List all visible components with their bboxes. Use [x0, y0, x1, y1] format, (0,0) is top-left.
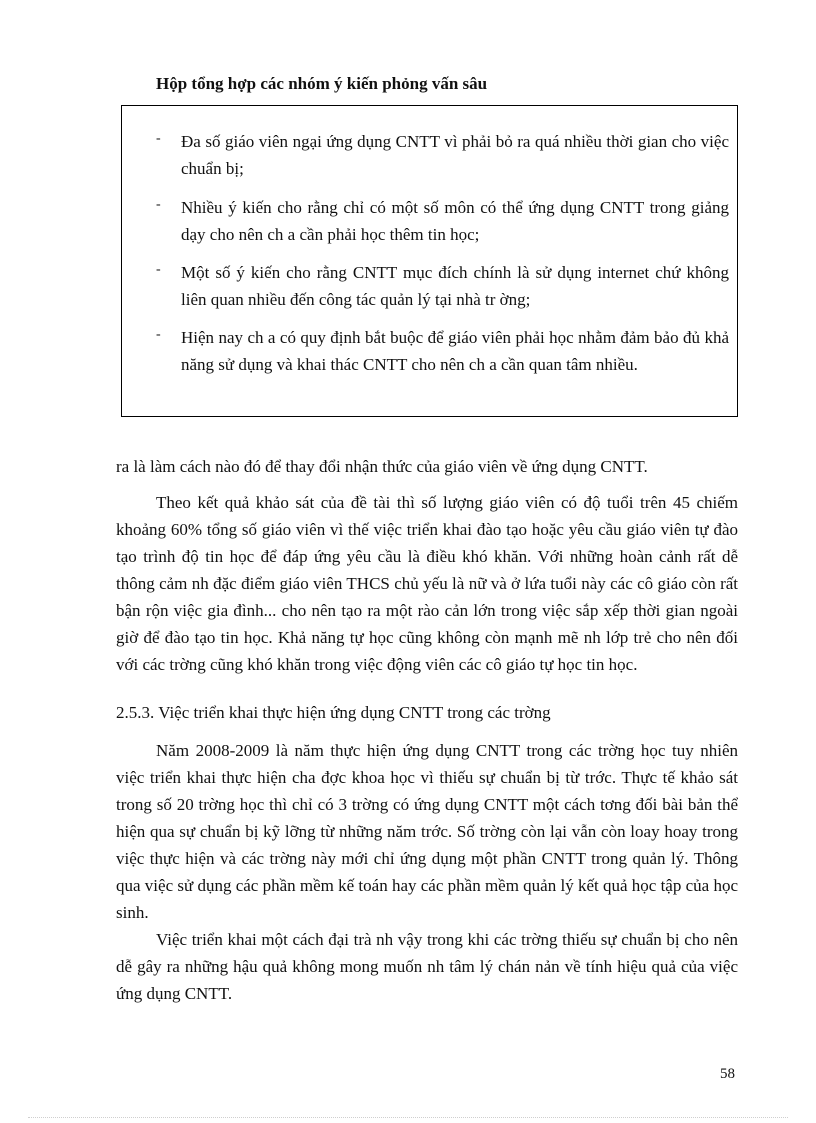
paragraph-4: Việc triển khai một cách đại trà nh vậy trong khi các trờng thiếu sự chuẩn bị cho nên dễ gây ra những hậu quả không mong muốn nh tâm lý chán nản về tính hiệu quả của việc ứng dụng CNTT.	[116, 930, 738, 1003]
section-heading: 2.5.3. Việc triển khai thực hiện ứng dụng CNTT trong các trờng	[116, 703, 551, 722]
opinion-text: Nhiều ý kiến cho rằng chỉ có một số môn có thể ứng dụng CNTT trong giảng dạy cho nên ch a cần phải học thêm tin học;	[181, 198, 729, 244]
box-title: Hộp tổng hợp các nhóm ý kiến phỏng vấn sâu	[156, 74, 488, 93]
paragraph-3: Năm 2008-2009 là năm thực hiện ứng dụng CNTT trong các trờng học tuy nhiên việc triển khai thực hiện cha đợc khoa học vì thiếu sự chuẩn bị từ trớc. Thực tế khảo sát trong số 20 trờng học thì chỉ có 3 trờng có ứng dụng CNTT một cách tơng đối bài bản thể hiện qua sự chuẩn bị kỹ lỡng từ những năm trớc. Số trờng còn lại vẫn còn loay hoay trong việc thực hiện và các trờng này mới chỉ ứng dụng một phần CNTT trong quản lý. Thông qua việc sử dụng các phần mềm kế toán hay các phần mềm quản lý kết quả học tập của học sinh.	[116, 741, 738, 922]
opinion-text: Đa số giáo viên ngại ứng dụng CNTT vì phải bỏ ra quá nhiều thời gian cho việc chuẩn bị;	[181, 132, 729, 178]
paragraph-1-end: ra là làm cách nào đó để thay đổi nhận thức của giáo viên về ứng dụng CNTT.	[116, 457, 648, 476]
opinion-item	[156, 259, 729, 313]
bullet-dash: -	[156, 262, 161, 277]
page-number: 58	[720, 1066, 735, 1082]
paragraph-2: Theo kết quả khảo sát của đề tài thì số lượng giáo viên có độ tuổi trên 45 chiếm khoảng 60% tổng số giáo viên vì thế việc triển khai đào tạo hoặc yêu cầu giáo viên tự đào tạo trình độ tin học để đáp ứng yêu cầu là điều khó khăn. Với những hoàn cảnh rất dễ thông cảm nh đặc điểm giáo viên THCS chủ yếu là nữ và ở lứa tuổi này các cô giáo còn rất bận rộn việc gia đình... cho nên tạo ra một rào cản lớn trong việc sắp xếp thời gian ngoài giờ để đào tạo tin học. Khả năng tự học cũng không còn mạnh mẽ nh lớp trẻ cho nên đối với các trờng cũng khó khăn trong việc động viên các cô giáo tự học tin học.	[116, 493, 738, 674]
opinion-item	[156, 128, 729, 182]
bottom-divider	[28, 1117, 788, 1118]
opinion-item	[156, 194, 729, 248]
bullet-dash: -	[156, 197, 161, 212]
opinion-text: Một số ý kiến cho rằng CNTT mục đích chính là sử dụng internet chứ không liên quan nhiều đến công tác quản lý tại nhà tr ờng;	[181, 263, 729, 309]
bullet-dash: -	[156, 327, 161, 342]
bullet-dash: -	[156, 131, 161, 146]
opinion-text: Hiện nay ch a có quy định bắt buộc để giáo viên phải học nhằm đảm bảo đủ khả năng sử dụng và khai thác CNTT cho nên ch a cần quan tâm nhiều.	[181, 328, 729, 374]
interview-summary-box	[121, 105, 738, 417]
opinion-item	[156, 324, 729, 378]
